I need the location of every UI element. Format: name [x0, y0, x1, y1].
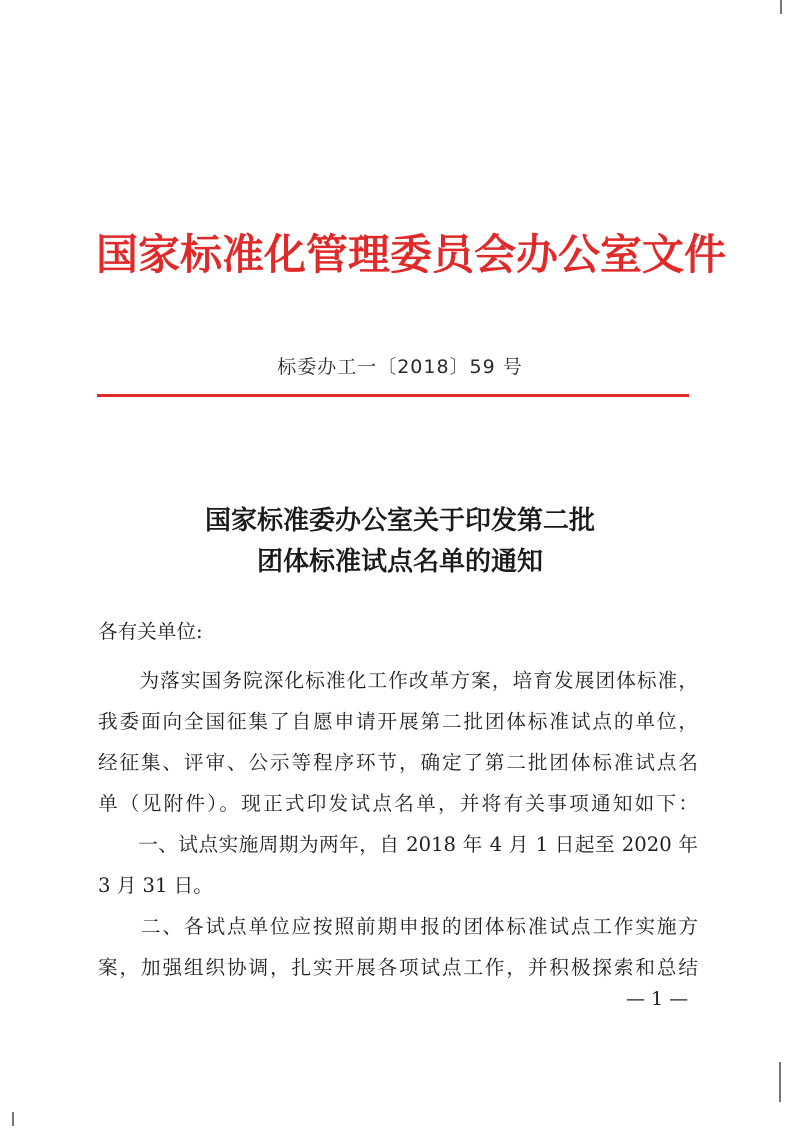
salutation: 各有关单位:: [98, 620, 203, 643]
notice-title-line-1: 国家标准委办公室关于印发第二批: [204, 506, 595, 536]
body-line: 二、各试点单位应按照前期申报的团体标准试点工作实施方: [98, 915, 698, 938]
document-number: 标委办工一〔2018〕59 号: [277, 356, 523, 378]
body-line: 一、试点实施周期为两年，自 2018 年 4 月 1 日起至 2020 年: [98, 833, 698, 856]
body-line: 3 月 31 日。: [98, 874, 213, 897]
notice-title-line-2: 团体标准试点名单的通知: [256, 547, 543, 577]
body-line: 经征集、评审、公示等程序环节，确定了第二批团体标准试点名: [98, 751, 698, 774]
body-line: 单（见附件）。现正式印发试点名单，并将有关事项通知如下：: [98, 792, 698, 815]
scan-edge-mark: [780, 0, 782, 14]
body-line: 案，加强组织协调，扎实开展各项试点工作，并积极探索和总结: [98, 956, 698, 979]
body-line: 为落实国务院深化标准化工作改革方案，培育发展团体标准，: [98, 669, 698, 692]
scan-edge-mark: [12, 1112, 14, 1126]
red-divider-line: [97, 394, 689, 397]
body-line: 我委面向全国征集了自愿申请开展第二批团体标准试点的单位，: [98, 710, 698, 733]
scan-edge-mark: [779, 1062, 781, 1102]
page-number: — 1 —: [626, 988, 689, 1010]
agency-title: 国家标准化管理委员会办公室文件: [96, 230, 727, 279]
